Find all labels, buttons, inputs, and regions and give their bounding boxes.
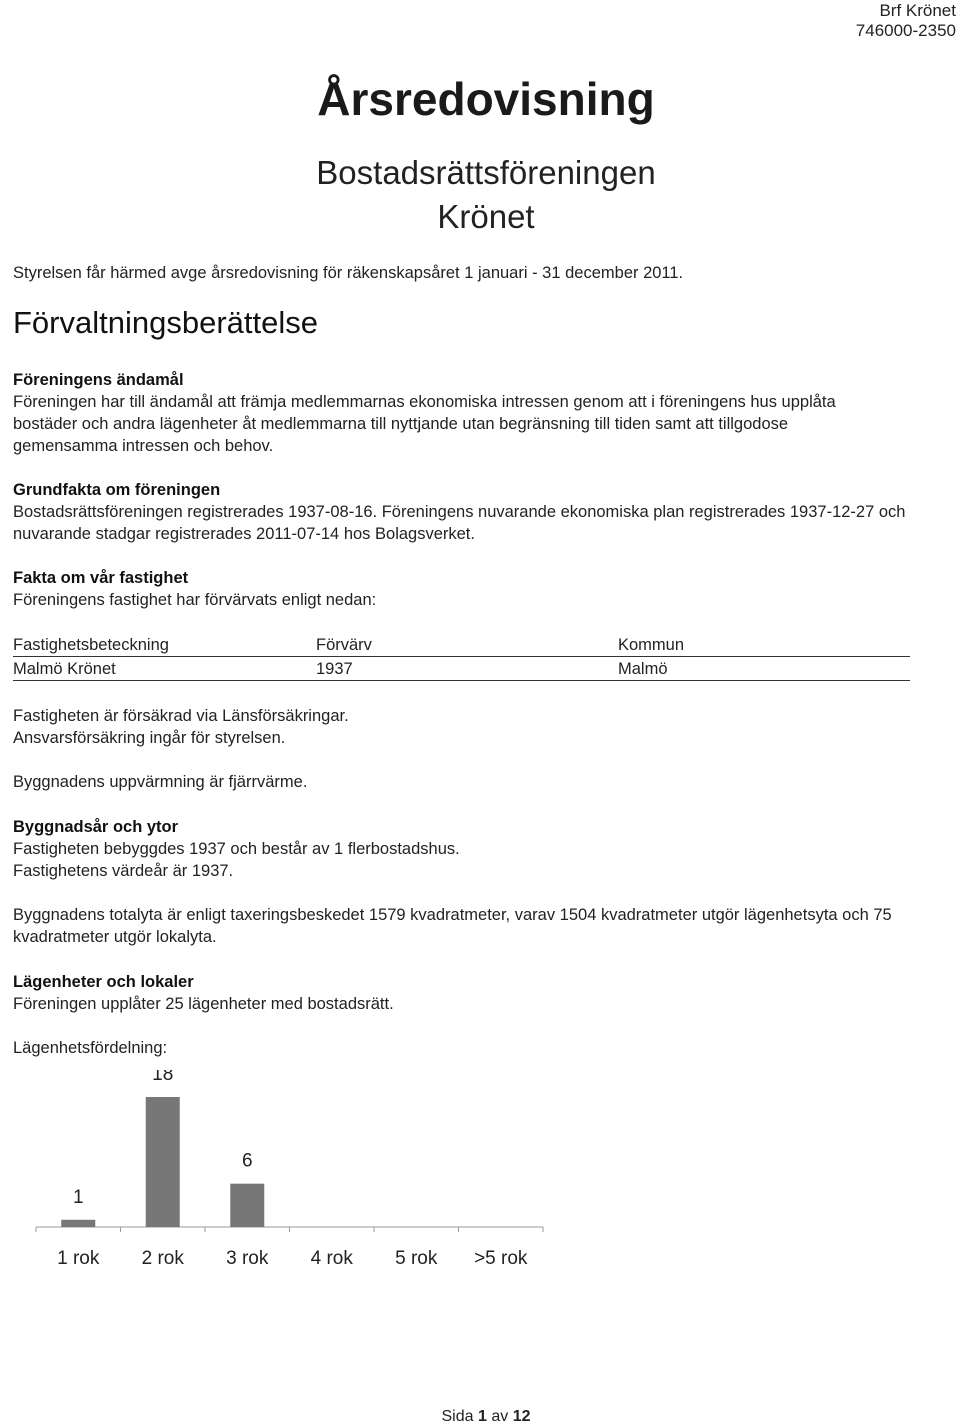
page-footer	[0, 1408, 960, 1426]
insurance-line2: Ansvarsförsäkring ingår för styrelsen.	[13, 729, 286, 747]
intro-text: Styrelsen får härmed avge årsredovisning för räkenskapsåret 1 januari - 31 december 2011.	[13, 264, 684, 282]
chart-bar-3	[230, 1184, 264, 1227]
area-line1: Byggnadens totalyta är enligt taxeringsbeskedet 1579 kvadratmeter, varav 1504 kvadratmeter utgör lägenhetsyta och 75	[13, 906, 892, 924]
building-line1: Fastigheten bebyggdes 1937 och består av 1 flerbostadshus.	[13, 840, 460, 858]
chart-data-label-2: 18	[152, 1070, 174, 1085]
table-header-divider	[13, 656, 910, 657]
apartments-heading: Lägenheter och lokaler	[13, 973, 194, 991]
table-header-acquisition: Förvärv	[316, 636, 372, 654]
chart-bar-2	[146, 1097, 180, 1227]
purpose-line1: Föreningen har till ändamål att främja medlemmarnas ekonomiska intressen genom att i föreningens hus upplåta	[13, 393, 836, 411]
chart-svg	[0, 1070, 600, 1280]
purpose-heading: Föreningens ändamål	[13, 371, 184, 389]
subtitle-line1: Bostadsrättsföreningen	[316, 154, 656, 191]
insurance-line1: Fastigheten är försäkrad via Länsförsäkringar.	[13, 707, 349, 725]
org-short-name: Brf Krönet	[879, 1, 956, 20]
property-intro: Föreningens fastighet har förvärvats enligt nedan:	[13, 591, 377, 609]
purpose-line2: bostäder och andra lägenheter åt medlemmarna till nyttjande utan begränsning till tiden samt att tillgodose	[13, 415, 789, 433]
basics-line1: Bostadsrättsföreningen registrerades 1937-08-16. Föreningens nuvarande ekonomiska plan registrerades 1937-12-27 och	[13, 503, 906, 521]
footer-page-number: 1	[477, 1408, 487, 1425]
apartments-line1: Föreningen upplåter 25 lägenheter med bostadsrätt.	[13, 995, 394, 1013]
basics-heading: Grundfakta om föreningen	[13, 481, 221, 499]
table-cell-designation: Malmö Krönet	[13, 660, 116, 678]
footer-total-pages: 12	[512, 1408, 531, 1425]
org-number: 746000-2350	[855, 21, 956, 40]
chart-category-label-6: >5 rok	[474, 1248, 528, 1269]
chart-category-label-2: 2 rok	[141, 1248, 184, 1269]
heating-text: Byggnadens uppvärmning är fjärrvärme.	[13, 773, 308, 791]
purpose-line3: gemensamma intressen och behov.	[13, 437, 274, 455]
building-line2: Fastighetens värdeår är 1937.	[13, 862, 234, 880]
chart-data-label-1: 1	[72, 1186, 84, 1208]
subtitle-line2: Krönet	[437, 198, 535, 235]
footer-middle: av	[491, 1408, 509, 1425]
chart-category-label-1: 1 rok	[57, 1248, 100, 1269]
section-title: Förvaltningsberättelse	[13, 305, 318, 340]
chart-bar-1	[61, 1220, 95, 1227]
table-cell-municipality: Malmö	[618, 660, 668, 678]
table-bottom-divider	[13, 680, 910, 681]
chart-category-label-3: 3 rok	[226, 1248, 269, 1269]
area-line2: kvadratmeter utgör lokalyta.	[13, 928, 217, 946]
apartment-distribution-chart	[0, 1070, 600, 1280]
chart-data-label-3: 6	[241, 1150, 253, 1172]
table-header-municipality: Kommun	[618, 636, 685, 654]
basics-line2: nuvarande stadgar registrerades 2011-07-14 hos Bolagsverket.	[13, 525, 475, 543]
property-heading: Fakta om vår fastighet	[13, 569, 189, 587]
table-header-designation: Fastighetsbeteckning	[13, 636, 169, 654]
building-heading: Byggnadsår och ytor	[13, 818, 179, 836]
footer-prefix: Sida	[441, 1408, 474, 1425]
chart-category-label-4: 4 rok	[310, 1248, 353, 1269]
distribution-label: Lägenhetsfördelning:	[13, 1039, 168, 1057]
chart-category-label-5: 5 rok	[395, 1248, 438, 1269]
page-title: Årsredovisning	[317, 73, 655, 125]
table-cell-acquisition: 1937	[316, 660, 353, 678]
